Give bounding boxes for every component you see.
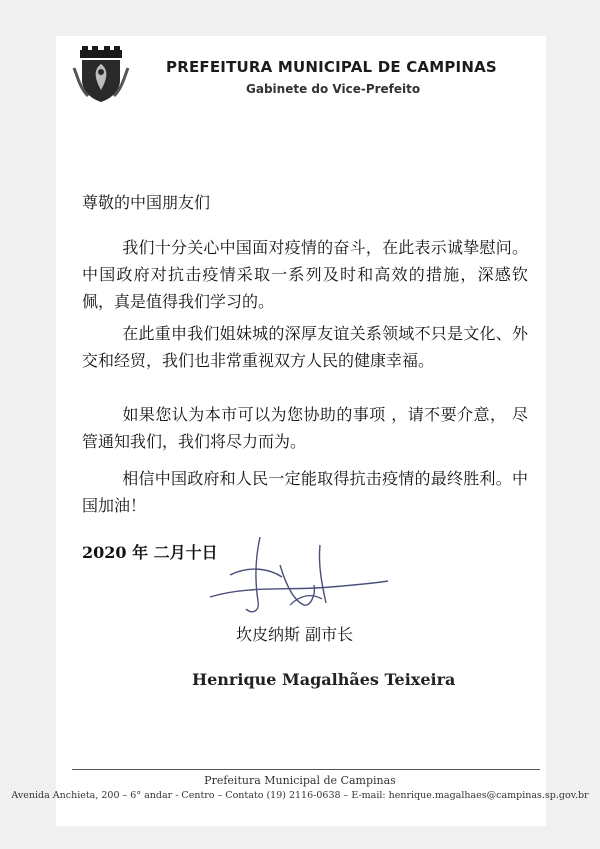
letter-paragraph (82, 465, 528, 519)
handwritten-signature (190, 525, 390, 625)
footer-address: Avenida Anchieta, 200 – 6° andar - Centro – Contato (19) 2116-0638 – E-mail: henrique.magalhaes@campinas.sp.gov.br (11, 790, 589, 801)
paragraph-text: 如果您认为本市可以为您协助的事项 ，请不要介意， 尽管通知我们，我们将尽力而为。 (82, 405, 528, 451)
paragraph-text: 我们十分关心中国面对疫情的奋斗，在此表示诚挚慰问。中国政府对抗击疫情采取一系列及时和高效的措施，深感钦佩，真是值得我们学习的。 (82, 238, 528, 311)
letter-greeting: 尊敬的中国朋友们 (82, 193, 211, 212)
footer-organization: Prefeitura Municipal de Campinas (204, 774, 396, 787)
organization-title: PREFEITURA MUNICIPAL DE CAMPINAS (166, 58, 497, 76)
letter-paragraph (82, 234, 528, 315)
paragraph-text: 相信中国政府和人民一定能取得抗击疫情的最终胜利。中国加油！ (82, 469, 528, 515)
footer-divider (72, 769, 540, 770)
letter-paragraph (82, 320, 528, 374)
paragraph-text: 在此重申我们姐妹城的深厚友谊关系领域不只是文化、外交和经贸，我们也非常重视双方人民的健康幸福。 (82, 324, 528, 370)
letter-date: 2020 年 二月十日 (82, 543, 218, 562)
city-crest-logo (70, 44, 132, 106)
signer-title: 坎皮纳斯 副市长 (236, 625, 354, 644)
office-subtitle: Gabinete do Vice-Prefeito (246, 82, 421, 96)
signer-name: Henrique Magalhães Teixeira (192, 670, 456, 689)
letter-paragraph (82, 401, 528, 455)
